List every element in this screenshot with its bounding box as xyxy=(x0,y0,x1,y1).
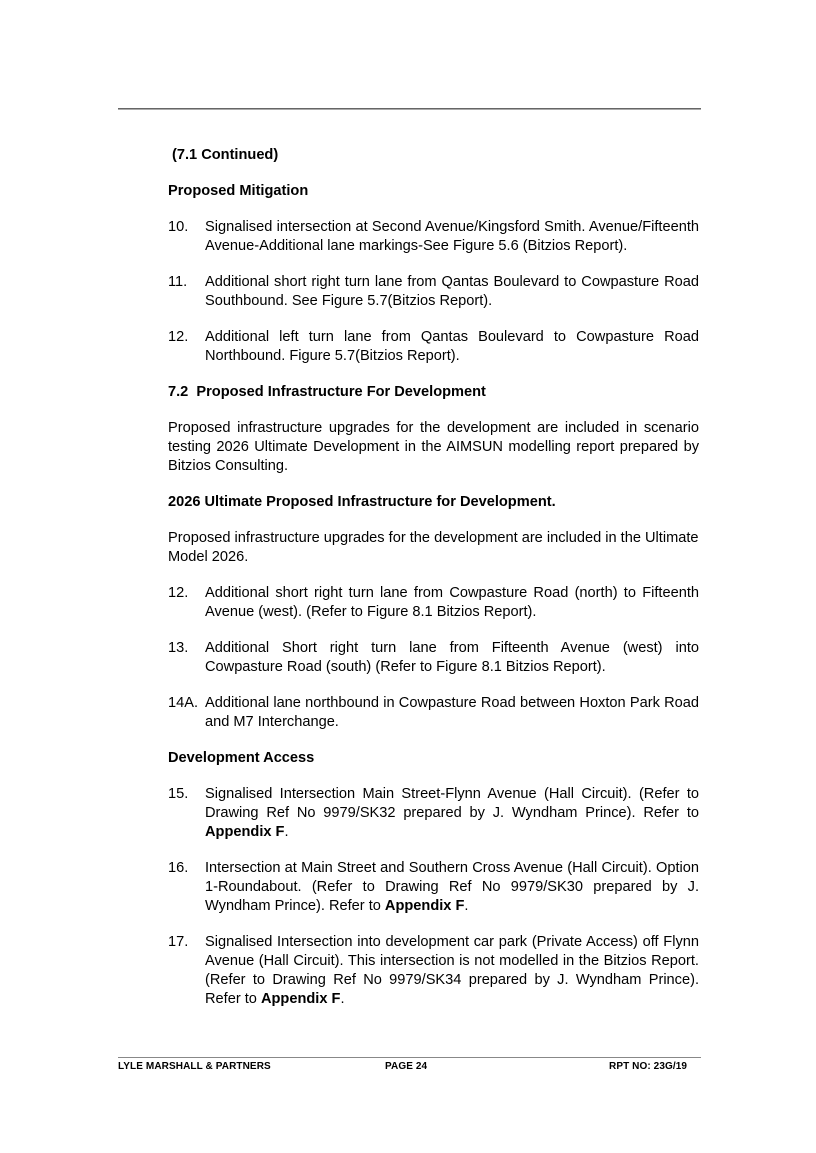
list-item xyxy=(168,785,699,842)
list-item xyxy=(168,328,699,366)
list-item xyxy=(168,273,699,311)
item-text-end: . xyxy=(340,991,345,1007)
list-item xyxy=(168,859,699,916)
appendix-reference: Appendix F xyxy=(384,898,465,914)
list-item xyxy=(168,218,699,256)
document-body xyxy=(168,146,699,1026)
list-item xyxy=(168,639,699,677)
item-text: Additional Short right turn lane from Fifteenth Avenue (west) into Cowpasture Road (south) (Refer to Figure 8.1 Bitzios Report). xyxy=(205,640,699,675)
item-number: 14A. xyxy=(168,695,199,711)
access-heading: Development Access xyxy=(168,750,315,766)
item-number: 10. xyxy=(168,219,189,235)
footer-company: LYLE MARSHALL & PARTNERS xyxy=(118,1061,271,1072)
item-text: Signalised Intersection into development car park (Private Access) off Flynn Avenue (Hall Circuit). This intersection is not modelled in the Bitzios Report. (Refer to Drawing Ref No 9979/SK34 prepared by J. Wyndham Prince). Refer to xyxy=(205,934,699,1007)
section-72-paragraph: Proposed infrastructure upgrades for the development are included in scenario testing 2026 Ultimate Development in the AIMSUN modelling report prepared by Bitzios Consulting. xyxy=(168,420,699,474)
footer-report-number: RPT NO: 23G/19 xyxy=(609,1061,688,1072)
item-number: 13. xyxy=(168,640,189,656)
list-item xyxy=(168,584,699,622)
item-text: Signalised intersection at Second Avenue/Kingsford Smith. Avenue/Fifteenth Avenue-Additional lane markings-See Figure 5.6 (Bitzios Report). xyxy=(205,219,699,254)
item-text: Additional short right turn lane from Cowpasture Road (north) to Fifteenth Avenue (west). (Refer to Figure 8.1 Bitzios Report). xyxy=(205,585,699,620)
section-72-heading: 7.2 Proposed Infrastructure For Development xyxy=(168,384,486,400)
item-number: 12. xyxy=(168,329,189,345)
item-number: 15. xyxy=(168,786,189,802)
item-number: 12. xyxy=(168,585,189,601)
item-text: Additional short right turn lane from Qantas Boulevard to Cowpasture Road Southbound. See Figure 5.7(Bitzios Report). xyxy=(205,274,699,309)
item-text: Intersection at Main Street and Southern Cross Avenue (Hall Circuit). Option 1-Roundabout. (Refer to Drawing Ref No 9979/SK30 prepared by J. Wyndham Prince). Refer to xyxy=(205,860,699,914)
list-item xyxy=(168,933,699,1009)
item-number: 17. xyxy=(168,934,189,950)
item-text-end: . xyxy=(284,824,289,840)
footer-page-number: PAGE 24 xyxy=(385,1061,428,1072)
item-number: 16. xyxy=(168,860,189,876)
ultimate-paragraph: Proposed infrastructure upgrades for the development are included in the Ultimate Model 2026. xyxy=(168,530,699,565)
item-text: Additional lane northbound in Cowpasture Road between Hoxton Park Road and M7 Interchange. xyxy=(205,695,699,730)
mitigation-heading: Proposed Mitigation xyxy=(168,183,309,199)
footer-rule xyxy=(118,1057,701,1058)
list-item xyxy=(168,694,699,732)
item-text: Signalised Intersection Main Street-Flynn Avenue (Hall Circuit). (Refer to Drawing Ref No 9979/SK32 prepared by J. Wyndham Prince). Refer to xyxy=(205,786,699,821)
item-text: Additional left turn lane from Qantas Boulevard to Cowpasture Road Northbound. Figure 5.7(Bitzios Report). xyxy=(205,329,699,364)
header-rule xyxy=(118,108,701,110)
ultimate-heading: 2026 Ultimate Proposed Infrastructure for Development. xyxy=(168,494,556,510)
item-text-end: . xyxy=(464,898,469,914)
appendix-reference: Appendix F xyxy=(260,991,341,1007)
continued-label: (7.1 Continued) xyxy=(172,147,279,163)
item-number: 11. xyxy=(168,274,188,290)
appendix-reference: Appendix F xyxy=(205,824,285,840)
